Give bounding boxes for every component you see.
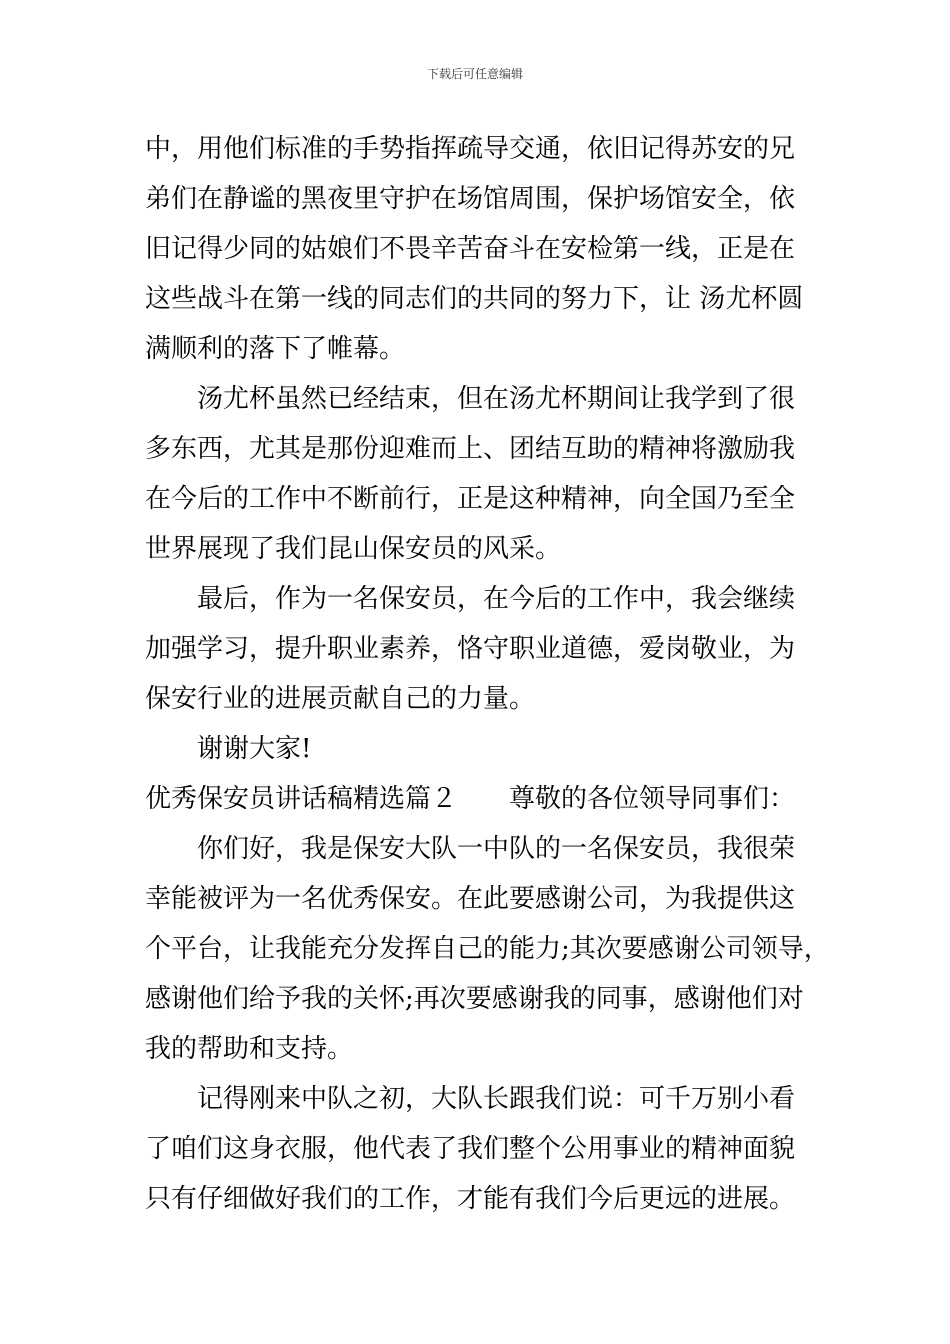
- text-line: 感谢他们给予我的关怀;再次要感谢我的同事，感谢他们对: [145, 984, 804, 1014]
- section-title: 优秀保安员讲话稿精选篇２: [145, 784, 458, 814]
- text-line: 弟们在静谧的黑夜里守护在场馆周围，保护场馆安全，依: [145, 184, 796, 214]
- text-line: 多东西，尤其是那份迎难而上、团结互助的精神将激励我: [145, 434, 796, 464]
- text-line: 只有仔细做好我们的工作，才能有我们今后更远的进展。: [145, 1184, 796, 1214]
- text-line: 了咱们这身衣服，他代表了我们整个公用事业的精神面貌: [145, 1134, 796, 1164]
- document-body: [145, 124, 830, 1224]
- text-line: 旧记得少同的姑娘们不畏辛苦奋斗在安检第一线，正是在: [145, 234, 796, 264]
- section-heading-line: [145, 774, 825, 824]
- text-line: 这些战斗在第一线的同志们的共同的努力下，让 汤尤杯圆: [145, 284, 804, 314]
- text-line: 汤尤杯虽然已经结束，但在汤尤杯期间让我学到了很: [197, 384, 796, 414]
- paragraph: [145, 1074, 825, 1224]
- text-line: 加强学习，提升职业素养，恪守职业道德，爱岗敬业，为: [145, 634, 796, 664]
- paragraph-thanks: [145, 724, 825, 774]
- thanks-line: 谢谢大家!: [197, 734, 312, 764]
- salutation: 尊敬的各位领导同事们：: [509, 784, 796, 814]
- text-line: 记得刚来中队之初，大队长跟我们说：可千万别小看: [197, 1084, 796, 1114]
- text-line: 我的帮助和支持。: [145, 1034, 354, 1064]
- paragraph: [145, 824, 830, 1074]
- page-header-note: 下载后可任意编辑: [426, 67, 523, 81]
- text-line: 中，用他们标准的手势指挥疏导交通，依旧记得苏安的兄: [145, 134, 796, 164]
- paragraph: [145, 374, 825, 574]
- text-line: 幸能被评为一名优秀保安。在此要感谢公司，为我提供这: [145, 884, 796, 914]
- text-line: 在今后的工作中不断前行，正是这种精神，向全国乃至全: [145, 484, 796, 514]
- text-line: 世界展现了我们昆山保安员的风采。: [145, 534, 562, 564]
- text-line: 个平台，让我能充分发挥自己的能力;其次要感谢公司领导，: [145, 934, 830, 964]
- paragraph: [145, 574, 825, 724]
- text-line: 满顺利的落下了帷幕。: [145, 334, 406, 364]
- text-line: 最后，作为一名保安员，在今后的工作中，我会继续: [197, 584, 796, 614]
- text-line: 你们好，我是保安大队一中队的一名保安员，我很荣: [197, 834, 796, 864]
- text-line: 保安行业的进展贡献自己的力量。: [145, 684, 536, 714]
- paragraph-continuation: [145, 124, 825, 374]
